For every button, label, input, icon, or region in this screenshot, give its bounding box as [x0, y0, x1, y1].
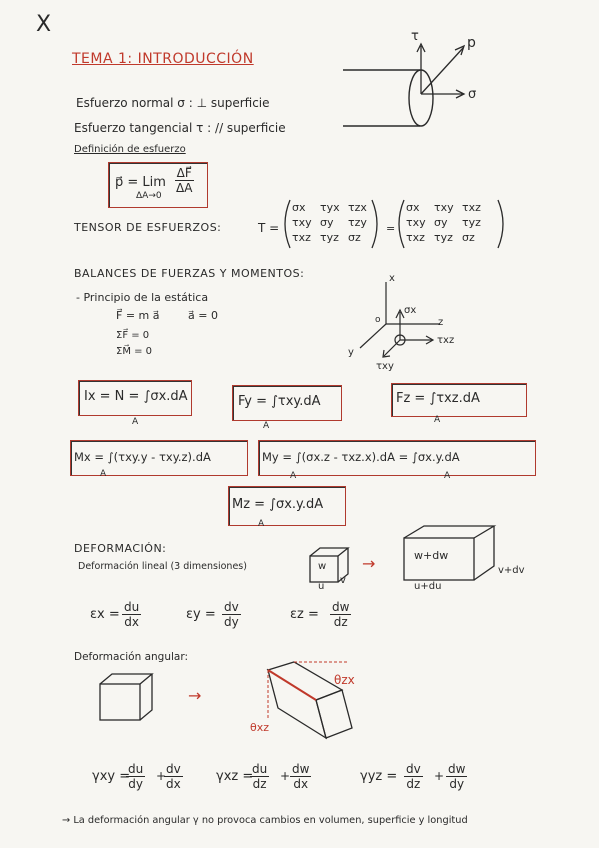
tensor-cell: τzx: [348, 201, 367, 214]
strain-y-lhs: εy =: [186, 607, 216, 622]
tensor-cell: τyz: [434, 231, 453, 244]
tensor-equals: =: [386, 222, 396, 235]
theta-zx-label: θzx: [334, 673, 355, 687]
eq-newton: F⃗ = m a⃗: [116, 309, 160, 322]
normal-stress-text: Esfuerzo normal σ : ⊥ superficie: [76, 96, 270, 110]
eq-my: My = ∫(σx.z - τxz.x).dA = ∫σx.y.dA: [262, 450, 460, 464]
strain-x-fraction: $\frac{du}{dx}$: [124, 600, 140, 629]
gamma-xz-frac2: $\frac{dw}{dx}$: [292, 762, 310, 791]
footnote: → La deformación angular γ no provoca cambios en volumen, superficie y longitud: [62, 815, 468, 826]
tensor-cell: τyx: [320, 201, 340, 214]
tangential-stress-text: Esfuerzo tangencial τ : // superficie: [74, 121, 286, 135]
page-title: TEMA 1: INTRODUCCIÓN: [72, 51, 254, 67]
tensor-cell: τxy: [292, 216, 312, 229]
tensor-label: TENSOR DE ESFUERZOS:: [74, 221, 222, 234]
linear-arrow: →: [362, 554, 376, 573]
linear-deformation-label: Deformación lineal (3 dimensiones): [78, 561, 247, 572]
eq-mz: Mz = ∫σx.y.dA: [232, 497, 324, 512]
tau-xy-label: τxy: [376, 361, 394, 372]
strain-x-lhs: εx =: [90, 607, 120, 622]
eq-fy-sub: A: [263, 421, 270, 431]
tensor-cell: τzy: [348, 216, 367, 229]
eq-my-sub2: A: [444, 471, 451, 481]
strain-y-fraction: $\frac{dv}{dy}$: [224, 600, 239, 629]
gamma-xz-lhs: γxz =: [216, 769, 254, 784]
eq-my-sub1: A: [290, 471, 297, 481]
gamma-xz-plus: +: [280, 769, 291, 783]
stress-limit-lhs: p⃗ = Lim: [115, 175, 166, 190]
tensor-cell: τxy: [406, 216, 426, 229]
tensor-cell: σy: [320, 216, 334, 229]
tensor-cell: σz: [348, 231, 361, 244]
corner-mark: X: [36, 12, 52, 37]
eq-fy: Fy = ∫τxy.dA: [238, 394, 321, 409]
large-cube-w: w+dw: [414, 549, 449, 562]
eq-mz-sub: A: [258, 519, 265, 529]
tensor-cell: τxz: [462, 201, 481, 214]
sigma-label: σ: [468, 87, 477, 102]
gamma-xy-frac1: $\frac{du}{dy}$: [128, 762, 144, 791]
tensor-cell: σy: [434, 216, 448, 229]
eq-ix: Ix = N = ∫σx.dA: [84, 389, 188, 404]
small-cube-u: u: [318, 581, 325, 592]
sigma-x-label: σx: [404, 305, 417, 316]
gamma-yz-frac2: $\frac{dw}{dy}$: [448, 762, 466, 791]
axis-z-label: z: [438, 317, 444, 328]
tau-xz-label: τxz: [437, 335, 455, 346]
gamma-xz-frac1: $\frac{du}{dz}$: [252, 762, 268, 791]
eq-mx-sub: A: [100, 469, 107, 479]
tensor-cell: τyz: [320, 231, 339, 244]
axis-x-label: x: [389, 273, 395, 284]
gamma-yz-frac1: $\frac{dv}{dz}$: [406, 762, 421, 791]
small-cube-v: v: [340, 575, 346, 586]
angular-deformation-label: Deformación angular:: [74, 651, 188, 663]
tensor-cell: σx: [292, 201, 306, 214]
eq-sum-forces: ΣF⃗ = 0: [116, 330, 150, 341]
large-cube-v: v+dv: [498, 565, 525, 576]
eq-mx: Mx = ∫(τxy.y - τxy.z).dA: [74, 450, 211, 464]
eq-acceleration: a⃗ = 0: [188, 309, 218, 322]
deformation-title: DEFORMACIÓN:: [74, 542, 167, 555]
statics-principle: - Principio de la estática: [76, 291, 209, 304]
gamma-yz-lhs: γyz =: [360, 769, 398, 784]
gamma-xy-plus: +: [156, 769, 167, 783]
angular-cube-before: [98, 672, 158, 724]
stress-definition-label: Definición de esfuerzo: [74, 144, 186, 155]
theta-xz-label: θxz: [250, 721, 270, 734]
gamma-xy-lhs: γxy =: [92, 769, 131, 784]
tensor-cell: τyz: [462, 216, 481, 229]
strain-z-lhs: εz =: [290, 607, 319, 622]
p-label: p: [467, 35, 476, 51]
axis-y-label: y: [348, 347, 354, 358]
tensor-cell: τxy: [434, 201, 454, 214]
large-cube-u: u+du: [414, 581, 442, 592]
eq-fz: Fz = ∫τxz.dA: [396, 391, 480, 406]
stress-limit-fraction: $\frac{\Delta F⃗}{\Delta A}$: [176, 166, 193, 195]
small-cube: [308, 546, 356, 586]
stress-limit-sub: ΔA→0: [136, 191, 162, 201]
gamma-xy-frac2: $\frac{dv}{dx}$: [166, 762, 181, 791]
gamma-yz-plus: +: [434, 769, 445, 783]
angular-arrow: →: [188, 686, 202, 705]
tau-label: τ: [411, 29, 419, 44]
tensor-cell: τxz: [406, 231, 425, 244]
small-cube-w: w: [318, 561, 327, 572]
balances-title: BALANCES DE FUERZAS Y MOMENTOS:: [74, 267, 305, 280]
tensor-cell: σz: [462, 231, 475, 244]
eq-fz-sub: A: [434, 415, 441, 425]
eq-sum-moments: ΣM⃗ = 0: [116, 346, 153, 357]
tensor-symbol: T =: [258, 221, 280, 235]
strain-z-fraction: $\frac{dw}{dz}$: [332, 600, 350, 629]
tensor-cell: σx: [406, 201, 420, 214]
axes-diagram: [340, 270, 480, 380]
eq-ix-sub: A: [132, 417, 139, 427]
tensor-cell: τxz: [292, 231, 311, 244]
origin-label: o: [375, 315, 381, 325]
